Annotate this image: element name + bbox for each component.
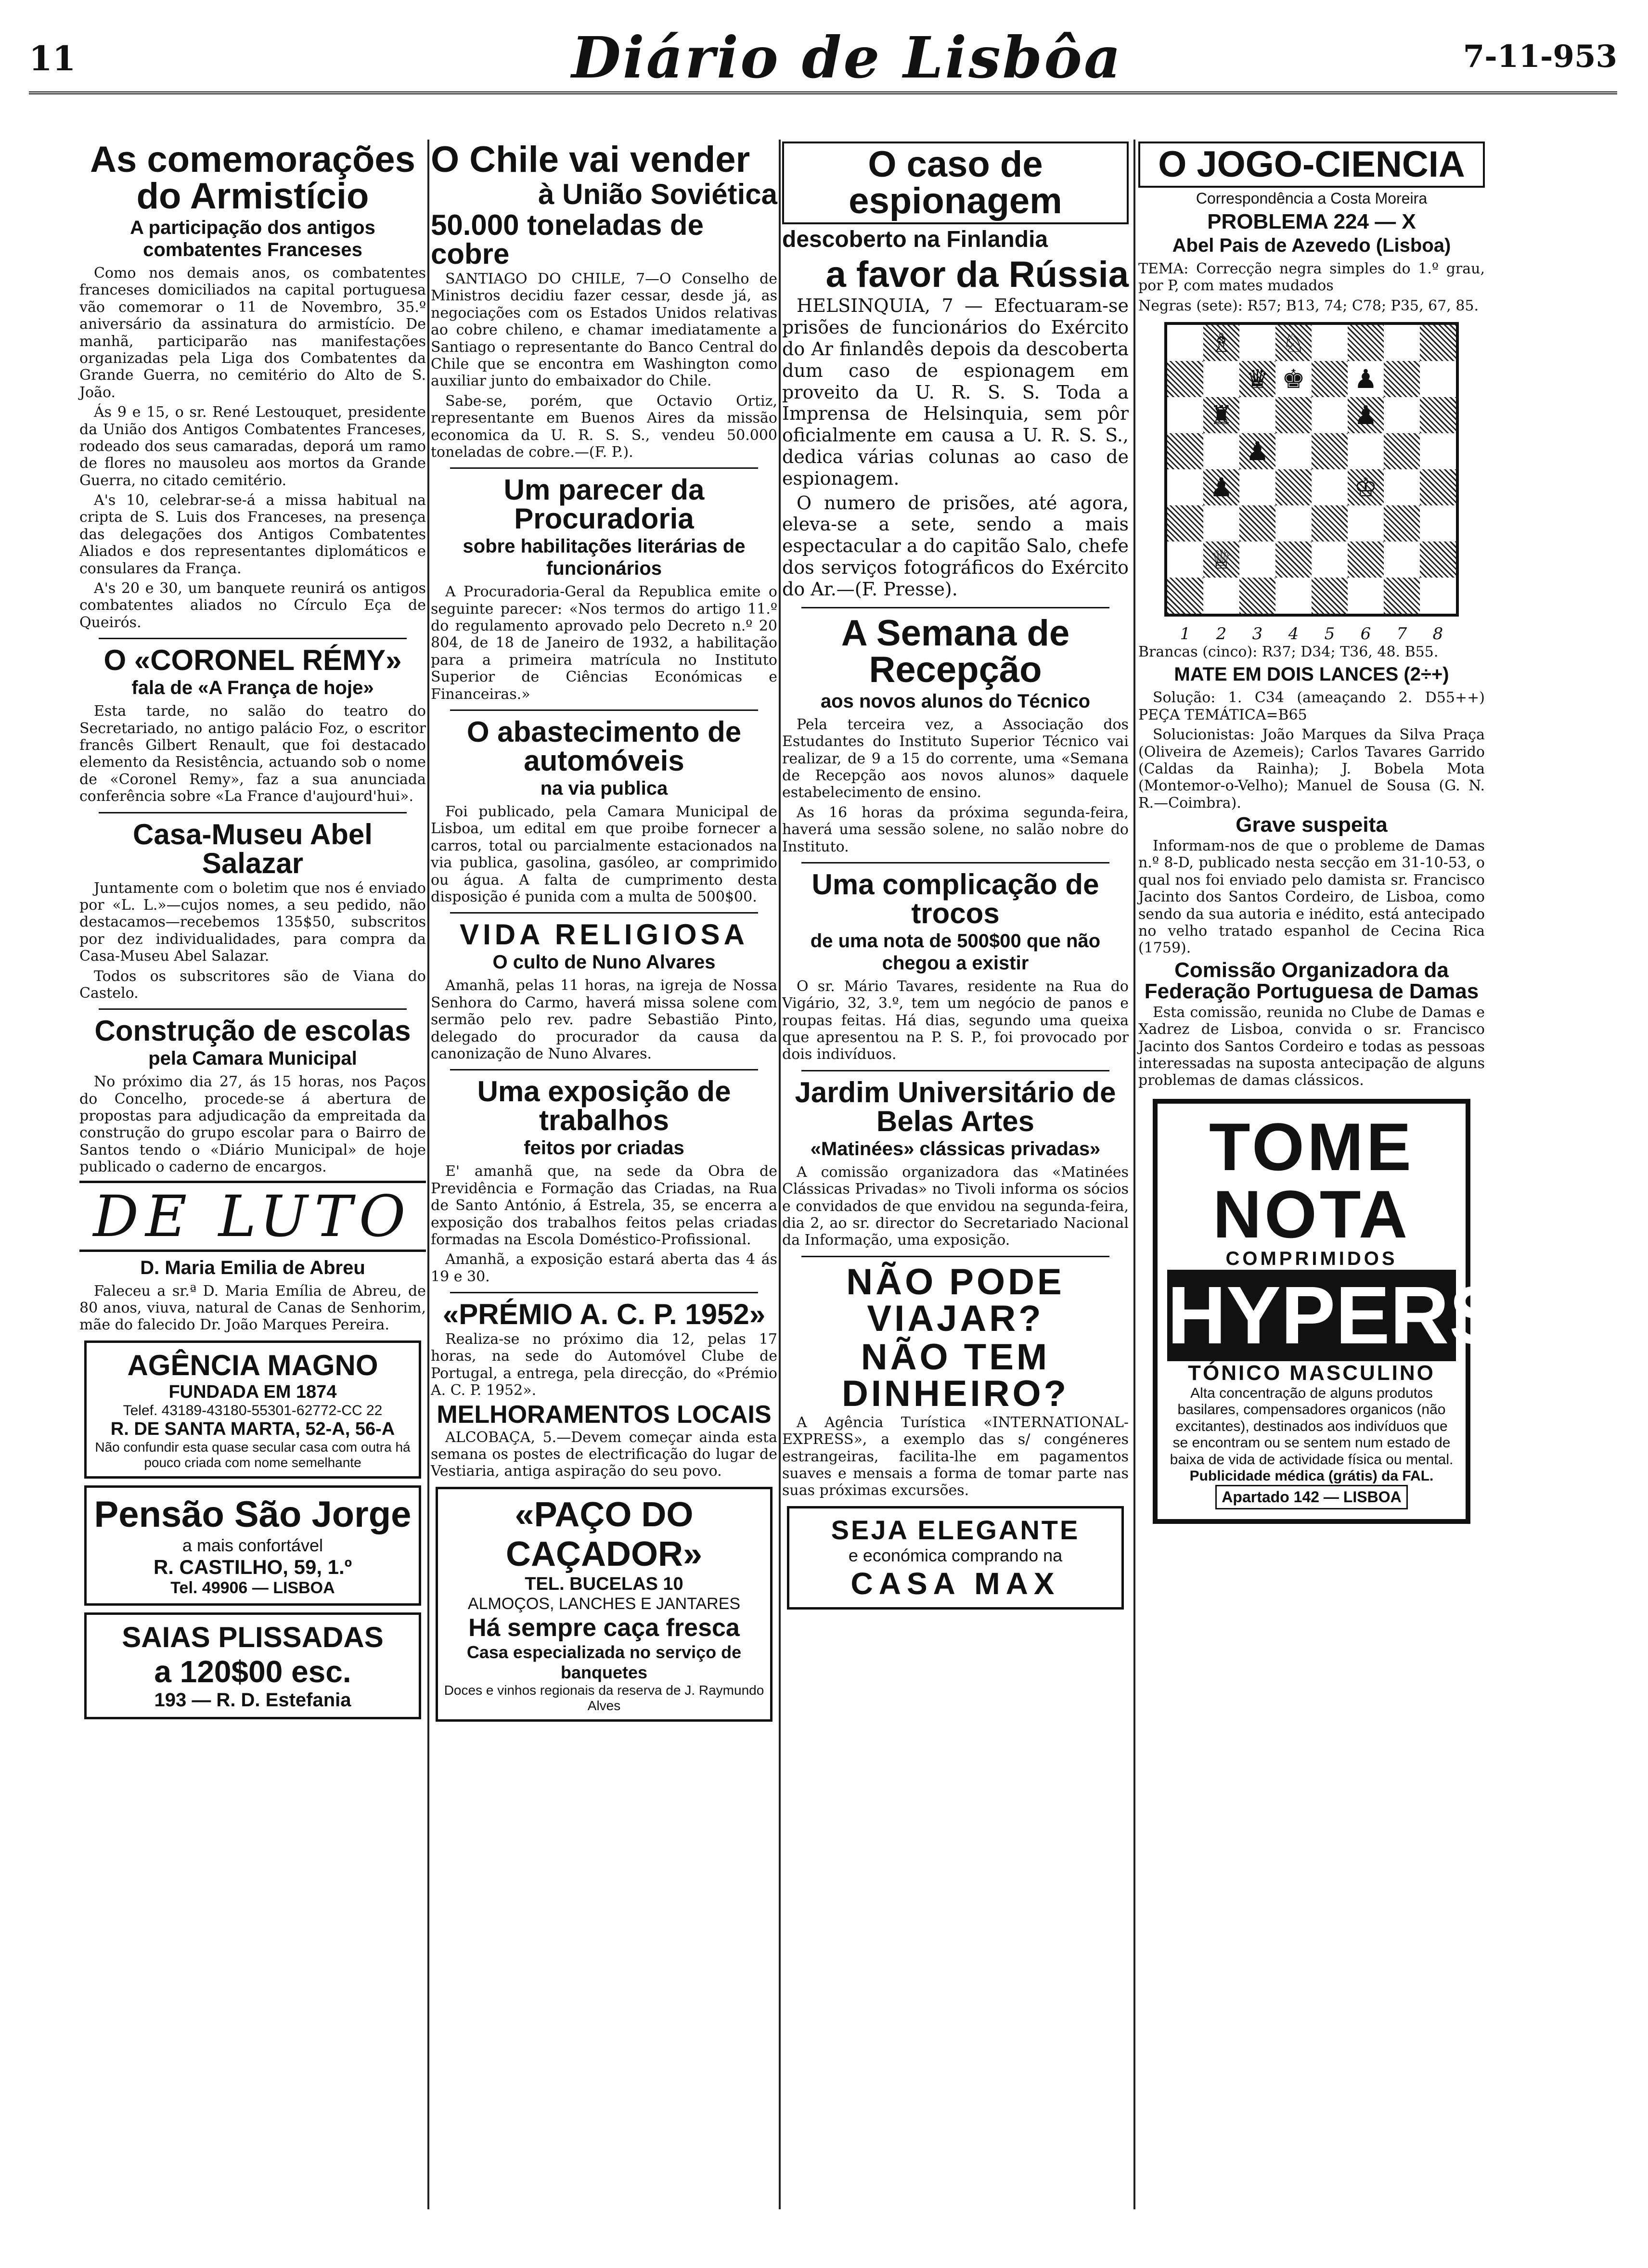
chess-square xyxy=(1384,541,1420,578)
article-paragraph: E' amanhã que, na sede da Obra de Previdência e Formação das Criadas, na Rua de Santo António, á Estrela, 35, se encerra a exposição dos trabalhos feitos pelas criadas formadas na Escola Doméstico-Profissional. xyxy=(431,1163,777,1248)
divider xyxy=(99,1008,407,1010)
article-paragraph: Ás 9 e 15, o sr. René Lestouquet, presidente da União dos Antigos Combatentes Franceses, rodeado dos seus camaradas, deporá um ramo de flores no mausoleu aos mortos da Grande Guerra, no citado cemitério. xyxy=(79,404,426,489)
ad-address: R. DE SANTA MARTA, 52-A, 56-A xyxy=(110,1418,395,1439)
ad-line: Há sempre caça fresca xyxy=(468,1613,740,1642)
chess-square xyxy=(1239,505,1275,541)
headline-chile-2: à União Soviética xyxy=(538,178,777,210)
subhead-trocos: de uma nota de 500$00 que não chegou a existir xyxy=(810,930,1101,974)
chess-square xyxy=(1420,433,1456,469)
problem-author: Abel Pais de Azevedo (Lisboa) xyxy=(1172,234,1451,256)
chess-square xyxy=(1312,469,1348,505)
article-paragraph: Esta tarde, no salão do teatro do Secretariado, no antigo palácio Foz, o escritor francês Gilbert Renault, que foi destacado elemento da Resistência, actuando sob o nome de «Coronel Remy», faz a sua anunciada conferência sobre «La France d'aujourd'hui». xyxy=(79,703,426,805)
subhead-semana: aos novos alunos do Técnico xyxy=(820,690,1091,712)
problem-title: PROBLEMA 224 — X xyxy=(1207,209,1416,233)
headline-trocos: Uma complicação de trocos xyxy=(811,868,1099,929)
board-file-label: 6 xyxy=(1360,624,1371,644)
chess-square xyxy=(1384,505,1420,541)
ad-title: Pensão São Jorge xyxy=(94,1494,412,1535)
ad-line: ALMOÇOS, LANCHES E JANTARES xyxy=(467,1594,741,1613)
chess-square xyxy=(1275,397,1312,433)
ad-title: «PAÇO DO CAÇADOR» xyxy=(505,1495,703,1573)
column-4 xyxy=(1138,140,1613,2214)
article-paragraph: Esta comissão, reunida no Clube de Damas e Xadrez de Lisboa, convida o sr. Francisco Jacinto dos Santos Cordeiro e todas as pessoas interessadas na suposta antecipação de alguns problemas de damas clássicos. xyxy=(1138,1004,1485,1089)
article-paragraph: No próximo dia 27, ás 15 horas, nos Paços do Concelho, procede-se á abertura de propostas para adjudicação da empreitada da construção do grupo escolar para o Bairro de Santos tendo o «Diário Municipal» de hoje publicado o caderno de encargos. xyxy=(79,1073,426,1176)
headline-melhoramentos: MELHORAMENTOS LOCAIS xyxy=(437,1400,772,1429)
headline-escolas: Construção de escolas xyxy=(94,1015,411,1047)
chess-square: ♗ xyxy=(1203,325,1239,361)
chess-square xyxy=(1167,361,1203,397)
headline-exposicao: Uma exposição de trabalhos xyxy=(477,1075,731,1137)
subhead-jardim: «Matinées» clássicas privadas» xyxy=(810,1138,1101,1160)
chess-square xyxy=(1384,325,1420,361)
article-paragraph: A's 20 e 30, um banquete reunirá os antigos combatentes aliados no Círculo Eça de Queirós. xyxy=(79,580,426,631)
ad-phone: TEL. BUCELAS 10 xyxy=(525,1573,683,1594)
ad-pensao xyxy=(84,1485,421,1606)
article-paragraph: Foi publicado, pela Camara Municipal de Lisboa, um edital em que proibe fornecer a carros, total ou parcialmente estacionados na via publica, gasolina, gasóleo, ar comprimido ou água. A falta de cumprimento desta disposição é punida com a multa de 500$00. xyxy=(431,803,777,905)
ad-address: 193 — R. D. Estefania xyxy=(154,1689,351,1711)
board-file-label: 7 xyxy=(1396,624,1407,644)
chess-square xyxy=(1312,541,1348,578)
article-paragraph: Como nos demais anos, os combatentes franceses domiciliados na capital portuguesa vão comemorar o 11 de Novembro, 35.º aniversário da assinatura do armistício. De manhã, participarão nas manifestações organizadas pela Liga dos Combatentes da Grande Guerra, no cemitério do Alto de S. João. xyxy=(79,265,426,401)
article-paragraph: Realiza-se no próximo dia 12, pelas 17 horas, na sede do Automóvel Clube de Portugal, a entrega, pela direcção, do «Prémio A. C. P. 1952». xyxy=(431,1331,777,1399)
subhead-remy: fala de «A França de hoje» xyxy=(131,677,374,699)
chess-board xyxy=(1164,322,1459,617)
subhead-parecer: sobre habilitações literárias de funcionários xyxy=(463,536,746,580)
chess-square xyxy=(1203,505,1239,541)
problem-black: Negras (sete): R57; B13, 74; C78; P35, 67, 85. xyxy=(1138,297,1479,314)
ad-saias xyxy=(84,1612,421,1719)
headline-remy: O «CORONEL RÉMY» xyxy=(103,644,402,677)
divider xyxy=(801,1070,1109,1071)
ad-agencia-magno xyxy=(84,1340,421,1479)
divider xyxy=(450,1069,758,1070)
chess-square xyxy=(1348,578,1384,614)
article-paragraph: Solucionistas: João Marques da Silva Praça (Oliveira de Azemeis); Carlos Tavares Garrido (Caldas da Rainha); J. Bobela Mota (Montemor-o-Velho); Manuel de Sousa (G. N. R.—Coimbra). xyxy=(1138,726,1485,812)
ad-line: Casa especializada no serviço de banquetes xyxy=(466,1642,742,1682)
article-paragraph: Sabe-se, porém, que Octavio Ortiz, representante em Buenos Aires da missão economica da U. R. S. S., vendeu 50.000 toneladas de cobre.—(F. P.). xyxy=(431,392,777,461)
headline-chile: O Chile vai vender xyxy=(431,139,750,180)
article-paragraph: A Agência Turística «INTERNATIONAL-EXPRESS», a exemplo das s/ congéneres estrangeiras, facilita-lhe em pagamentos suaves e mensais a forma de tomar parte nas suas próximas excursões. xyxy=(782,1414,1129,1499)
headline-vida-religiosa: VIDA RELIGIOSA xyxy=(460,918,748,951)
chess-square xyxy=(1312,578,1348,614)
board-file-labels xyxy=(1167,624,1456,644)
chess-square xyxy=(1239,541,1275,578)
chess-square xyxy=(1348,541,1384,578)
divider xyxy=(99,812,407,813)
chess-square: ♜ xyxy=(1203,397,1239,433)
headline-comissao: Comissão Organizadora da Federação Portuguesa de Damas xyxy=(1144,958,1479,1003)
chess-square xyxy=(1275,469,1312,505)
ad-line: COMPRIMIDOS xyxy=(1225,1248,1398,1269)
article-paragraph: A Procuradoria-Geral da Republica emite o seguinte parecer: «Nos termos do artigo 11.º do regulamento aprovado pelo Decreto n.º 20 804, de 18 de Janeiro de 1932, a habilitação para a primeira matrícula no Instituto Superior de Ciências Económicas e Financeiras.» xyxy=(431,583,777,703)
ad-brand: CASA MAX xyxy=(850,1566,1060,1601)
divider xyxy=(99,638,407,639)
obituary-name: D. Maria Emilia de Abreu xyxy=(140,1257,365,1278)
chess-square xyxy=(1203,578,1239,614)
headline-museu: Casa-Museu Abel Salazar xyxy=(133,818,373,879)
chess-square xyxy=(1312,397,1348,433)
column-1 xyxy=(79,140,426,2214)
article-paragraph: Juntamente com o boletim que nos é enviado por «L. L.»—cujos nomes, a seu pedido, não destacamos—recebemos 135$50, subscritos por dez individualidades, para compra da Casa-Museu Abel Salazar. xyxy=(79,879,426,965)
chess-square xyxy=(1167,469,1203,505)
article-paragraph: A's 10, celebrar-se-á a missa habitual na cripta de S. Luis dos Franceses, na presença das delegações dos Antigos Combatentes Aliados e dos representantes diplomáticos e consulares da França. xyxy=(79,492,426,577)
article-paragraph: Amanhã, a exposição estará aberta das 4 ás 19 e 30. xyxy=(431,1251,777,1285)
chess-square: ♟ xyxy=(1239,433,1275,469)
headline-semana: A Semana de Recepção xyxy=(841,612,1070,690)
problem-mate: MATE EM DOIS LANCES (2÷+) xyxy=(1174,664,1449,685)
chess-square xyxy=(1203,361,1239,397)
chess-square xyxy=(1239,578,1275,614)
chess-square: ♟ xyxy=(1348,397,1384,433)
ad-hypersex xyxy=(1153,1099,1613,1524)
chess-square: ♚ xyxy=(1282,363,1305,394)
column-rule xyxy=(779,140,781,2209)
ad-phone: Tel. 49906 — LISBOA xyxy=(170,1578,335,1597)
chess-square xyxy=(1312,505,1348,541)
problem-theme: TEMA: Correcção negra simples do 1.º grau, por P, com mates mudados xyxy=(1138,260,1485,295)
ad-paco-cacador xyxy=(436,1487,772,1722)
article-paragraph: Todos os subscritores são de Viana do Castelo. xyxy=(79,967,426,1002)
ad-address: Apartado 142 — LISBOA xyxy=(1215,1485,1407,1509)
subhead-automoveis: na via publica xyxy=(540,778,668,799)
chess-square xyxy=(1384,433,1420,469)
chess-square xyxy=(1420,541,1456,578)
correspondence-line: Correspondência a Costa Moreira xyxy=(1196,190,1428,207)
subhead-escolas: pela Camara Municipal xyxy=(148,1048,357,1070)
chess-square xyxy=(1348,325,1384,361)
column-2 xyxy=(431,140,777,2214)
headline-jardim: Jardim Universitário de Belas Artes xyxy=(795,1076,1116,1137)
article-paragraph: Informam-nos de que o probleme de Damas n.º 8-D, publicado nesta secção em 31-10-53, o qual nos foi enviado pelo damista sr. Francisco Jacinto dos Santos Cordeiro, de Lisboa, como sendo da sua autoria e inédito, está antecipado no velho tratado espanhol de Cecina Rica (1759). xyxy=(1138,838,1485,957)
board-file-label: 5 xyxy=(1324,624,1335,644)
headline-parecer: Um parecer da Procuradoria xyxy=(503,474,705,535)
headline-dinheiro: NÃO TEM DINHEIRO? xyxy=(842,1336,1069,1414)
headline-armisticio: As comemorações do Armistício xyxy=(90,139,415,217)
ad-line: e económica comprando na xyxy=(848,1545,1063,1565)
divider xyxy=(801,862,1109,863)
board-file-label: 4 xyxy=(1288,624,1299,644)
chess-square xyxy=(1275,505,1312,541)
chess-square xyxy=(1167,505,1203,541)
ad-title: NOTA xyxy=(1212,1176,1411,1252)
ad-line: TÓNICO MASCULINO xyxy=(1188,1361,1435,1385)
chess-square xyxy=(1312,361,1348,397)
chess-square xyxy=(1167,541,1203,578)
subhead-vida-religiosa: O culto de Nuno Alvares xyxy=(492,952,716,973)
chess-square: ♟ xyxy=(1354,363,1378,394)
subhead-exposicao: feitos por criadas xyxy=(524,1137,684,1159)
chess-square: ♕ xyxy=(1203,541,1239,578)
masthead xyxy=(29,19,1617,94)
board-file-label: 1 xyxy=(1180,624,1191,644)
article-paragraph: HELSINQUIA, 7 — Efectuaram-se prisões de funcionários do Exército do Ar finlandês depois da descoberta dum caso de espionagem em proveito da U. R. S. S. Toda a Imprensa de Helsinquia, sem pôr oficialmente em causa a U. R. S. S., dedica várias colunas ao caso de espionagem. xyxy=(782,295,1129,489)
divider xyxy=(450,912,758,914)
chess-square xyxy=(1275,578,1312,614)
headline-luto: DE LUTO xyxy=(79,1181,426,1252)
page-number: 11 xyxy=(29,39,76,78)
article-paragraph: Pela terceira vez, a Associação dos Estudantes do Instituto Superior Técnico vai realizar, de 9 a 15 do corrente, uma «Semana de Recepção aos novos alunos» daquele estabelecimento de ensino. xyxy=(782,716,1129,801)
problem-white: Brancas (cinco): R37; D34; T36, 48. B55. xyxy=(1138,643,1439,660)
article-paragraph: Solução: 1. C34 (ameaçando 2. D55++) PEÇA TEMÁTICA=B65 xyxy=(1138,689,1485,723)
headline-premio: «PRÉMIO A. C. P. 1952» xyxy=(442,1298,766,1331)
ad-casa-max xyxy=(787,1506,1124,1610)
ad-address: R. CASTILHO, 59, 1.º xyxy=(153,1555,352,1578)
chess-square: ♔ xyxy=(1348,469,1384,505)
chess-square xyxy=(1167,397,1203,433)
chess-square xyxy=(1420,397,1456,433)
issue-date: 7-11-953 xyxy=(1463,39,1617,75)
headline-espionagem: O caso de espionagem xyxy=(782,142,1129,224)
headline-chile-3: 50.000 toneladas de cobre xyxy=(431,209,704,270)
ad-title: AGÊNCIA MAGNO xyxy=(127,1349,378,1381)
chess-square xyxy=(1312,325,1348,361)
ad-line: a mais confortável xyxy=(182,1535,323,1555)
chess-square xyxy=(1348,505,1384,541)
headline-viajar: NÃO PODE VIAJAR? xyxy=(846,1261,1065,1339)
chess-square xyxy=(1384,469,1420,505)
chess-square xyxy=(1167,325,1203,361)
divider xyxy=(450,709,758,711)
chess-square xyxy=(1348,433,1384,469)
ad-title: TOME xyxy=(1209,1108,1414,1185)
ad-subtitle: FUNDADA EM 1874 xyxy=(168,1381,337,1402)
divider xyxy=(801,1256,1109,1257)
ad-brand: HYPERSEX xyxy=(1167,1269,1613,1361)
chess-square xyxy=(1384,361,1420,397)
chess-square xyxy=(1203,433,1239,469)
column-rule xyxy=(427,140,429,2209)
chess-square xyxy=(1420,361,1456,397)
chess-square xyxy=(1239,397,1275,433)
board-file-label: 2 xyxy=(1216,624,1227,644)
chess-square: ♘ xyxy=(1275,325,1312,361)
ad-line: Doces e vinhos regionais da reserva de J. Raymundo Alves xyxy=(444,1682,764,1713)
article-paragraph: Faleceu a sr.ª D. Maria Emília de Abreu, de 80 anos, viuva, natural de Canas de Senhorim, mãe do falecido Dr. João Marques Pereira. xyxy=(79,1282,426,1334)
subhead-espionagem: descoberto na Finlandia xyxy=(782,227,1048,252)
chess-square xyxy=(1420,469,1456,505)
newspaper-title: Diário de Lisbôa xyxy=(571,24,1123,91)
chess-square xyxy=(1420,505,1456,541)
divider xyxy=(450,467,758,469)
column-3 xyxy=(782,140,1129,2214)
ad-note: Não confundir esta quase secular casa com outra há pouco criada com nome semelhante xyxy=(95,1439,411,1470)
ad-line: Publicidade médica (grátis) da FAL. xyxy=(1189,1468,1434,1484)
ad-fine-print: Alta concentração de alguns produtos basilares, compensadores organicos (não excitantes), destinados aos indivíduos que se encontram ou se sentem num estado de baixa de vida de actividade física ou mental. xyxy=(1170,1385,1454,1468)
chess-square xyxy=(1239,325,1275,361)
chess-square: ♛ xyxy=(1239,361,1275,397)
column-rule xyxy=(1133,140,1135,2209)
article-paragraph: ALCOBAÇA, 5.—Devem começar ainda esta semana os postes de electrificação do lugar de Vestiaria, antiga aspiração do seu povo. xyxy=(431,1429,777,1480)
article-paragraph: As 16 horas da próxima segunda-feira, haverá uma sessão solene, no salão nobre do Instituto. xyxy=(782,804,1129,855)
chess-square: ♟ xyxy=(1203,469,1239,505)
article-paragraph: Amanhã, pelas 11 horas, na igreja de Nossa Senhora do Carmo, haverá missa solene com sermão pelo rev. padre Sebastião Pinto, delegado do procurador da causa da canonização de Nuno Alvares. xyxy=(431,977,777,1062)
divider xyxy=(450,1292,758,1293)
headline-espionagem-2: a favor da Rússia xyxy=(825,254,1129,296)
chess-square xyxy=(1384,397,1420,433)
chess-square xyxy=(1420,578,1456,614)
subhead-armisticio: A participação dos antigos combatentes Franceses xyxy=(130,217,375,260)
chess-square xyxy=(1384,578,1420,614)
headline-jogo-ciencia: O JOGO-CIENCIA xyxy=(1138,142,1485,188)
ad-title: SAIAS PLISSADAS xyxy=(122,1621,384,1653)
chess-square xyxy=(1167,433,1203,469)
chess-square xyxy=(1167,578,1203,614)
board-file-label: 3 xyxy=(1252,624,1263,644)
chess-square xyxy=(1312,433,1348,469)
headline-grave-suspeita: Grave suspeita xyxy=(1236,813,1388,837)
article-paragraph: A comissão organizadora das «Matinées Clássicas Privadas» no Tivoli informa os sócios e convidados de que envidou na segunda-feira, dia 2, ao sr. director do Secretariado Nacional da Informação, uma exposição. xyxy=(782,1163,1129,1249)
ad-price: a 120$00 esc. xyxy=(154,1654,351,1689)
chess-square xyxy=(1275,433,1312,469)
chess-square xyxy=(1275,541,1312,578)
headline-automoveis: O abastecimento de automóveis xyxy=(466,716,742,777)
article-paragraph: O numero de prisões, até agora, eleva-se a sete, sendo a mais espectacular a do capitão Salo, chefe dos serviços fotográficos do Exército do Ar.—(F. Presse). xyxy=(782,492,1129,600)
chess-square xyxy=(1420,325,1456,361)
chess-square xyxy=(1239,469,1275,505)
divider xyxy=(801,607,1109,608)
board-file-label: 8 xyxy=(1432,624,1443,644)
article-paragraph: SANTIAGO DO CHILE, 7—O Conselho de Ministros decidiu fazer cessar, desde já, as negociações com os Estados Unidos relativas ao cobre chileno, e chamar imediatamente a Santiago o representante do Banco Central do Chile que se encontra em Washington como auxiliar junto do embaixador do Chile. xyxy=(431,271,777,390)
article-paragraph: O sr. Mário Tavares, residente na Rua do Vigário, 32, 3.º, tem um negócio de panos e roupas feitas. Há dias, segundo uma queixa que apresentou na P. S. P., foi provocado por dois indivíduos. xyxy=(782,978,1129,1063)
ad-title: SEJA ELEGANTE xyxy=(831,1514,1080,1545)
ad-phone: Telef. 43189-43180-55301-62772-CC 22 xyxy=(123,1402,383,1418)
